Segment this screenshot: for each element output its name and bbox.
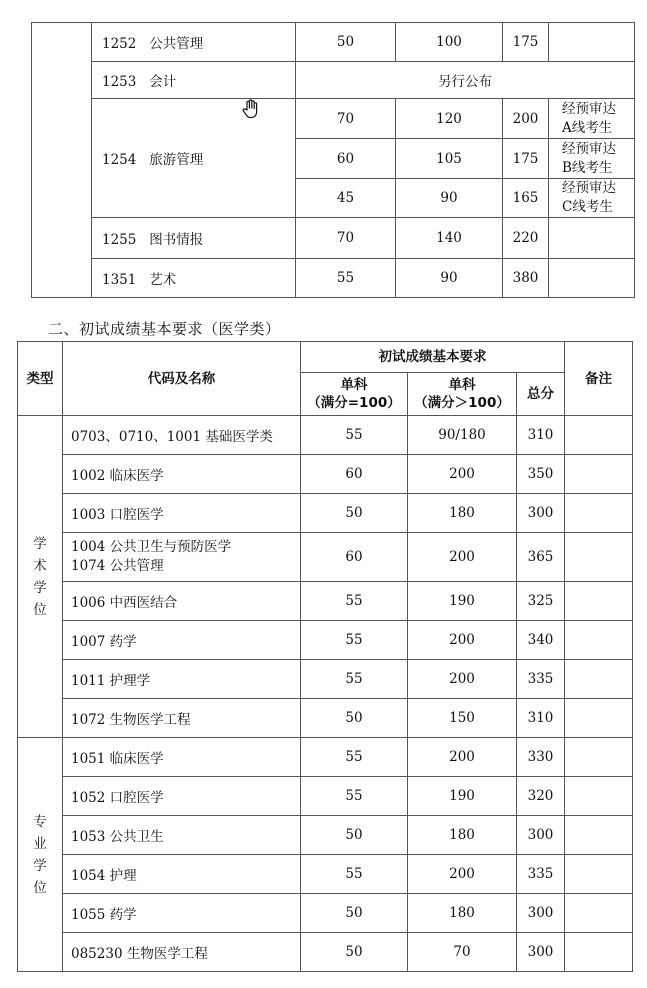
single-gt100-cell: 140 — [396, 218, 503, 259]
single100-cell: 50 — [301, 933, 408, 972]
single100-cell: 50 — [301, 699, 408, 738]
total-cell: 165 — [503, 179, 549, 218]
single-gt100-cell: 120 — [396, 99, 503, 139]
program-code: 1252 — [102, 36, 137, 52]
program-cell: 1006 中西医结合 — [63, 582, 301, 621]
header-row — [18, 342, 633, 373]
single100-cell: 55 — [301, 660, 408, 699]
single100-cell: 55 — [301, 416, 408, 455]
note-cell — [565, 455, 633, 494]
single-gt100-cell: 200 — [408, 855, 517, 894]
program-name: 会计 — [149, 74, 177, 90]
total-cell: 320 — [517, 777, 565, 816]
single-gt100-cell: 70 — [408, 933, 517, 972]
header-code-name: 代码及名称 — [63, 342, 301, 416]
total-cell: 300 — [517, 494, 565, 533]
single-gt100-cell: 90/180 — [408, 416, 517, 455]
table-row — [18, 621, 633, 660]
program-name: 艺术 — [149, 272, 177, 288]
note-cell — [549, 139, 635, 179]
total-cell: 365 — [517, 533, 565, 582]
program-cell: 0703、0710、1001 基础医学类 — [63, 416, 301, 455]
note-cell — [549, 179, 635, 218]
note-line: 经预审达 — [562, 100, 616, 117]
single100-cell: 60 — [301, 533, 408, 582]
header-line: 单科 — [448, 377, 476, 393]
total-cell: 340 — [517, 621, 565, 660]
header-requirements: 初试成绩基本要求 — [301, 342, 565, 373]
total-cell: 220 — [503, 218, 549, 259]
table-row — [32, 99, 635, 139]
total-cell: 300 — [517, 933, 565, 972]
hand-pointer-icon — [240, 98, 262, 120]
medical-score-table — [17, 341, 633, 972]
type-cell-professional — [18, 738, 63, 972]
program-cell — [92, 218, 296, 259]
single100-cell: 55 — [301, 582, 408, 621]
note-cell — [565, 777, 633, 816]
single-gt100-cell: 200 — [408, 738, 517, 777]
single-gt100-cell: 190 — [408, 777, 517, 816]
type-char: 学 — [33, 857, 47, 874]
table-row — [18, 582, 633, 621]
program-cell — [92, 62, 296, 99]
table-row — [32, 218, 635, 259]
table-row — [32, 259, 635, 298]
note-cell — [549, 23, 635, 62]
type-char: 业 — [33, 835, 47, 852]
note-cell — [565, 660, 633, 699]
single-gt100-cell: 90 — [396, 179, 503, 218]
type-char: 术 — [33, 557, 47, 574]
single100-cell: 50 — [301, 494, 408, 533]
single100-cell: 55 — [296, 259, 396, 298]
note-cell — [565, 582, 633, 621]
header-type: 类型 — [18, 342, 63, 416]
total-cell: 335 — [517, 855, 565, 894]
type-char: 专 — [33, 813, 47, 830]
section-title: 二、初试成绩基本要求（医学类） — [48, 320, 281, 338]
total-cell: 300 — [517, 816, 565, 855]
note-cell — [549, 218, 635, 259]
type-char: 学 — [33, 535, 47, 552]
single-gt100-cell: 180 — [408, 494, 517, 533]
single-gt100-cell: 200 — [408, 533, 517, 582]
single100-cell: 60 — [301, 455, 408, 494]
total-cell: 200 — [503, 99, 549, 139]
single100-cell: 60 — [296, 139, 396, 179]
total-cell: 310 — [517, 699, 565, 738]
program-cell: 085230 生物医学工程 — [63, 933, 301, 972]
single100-cell: 55 — [301, 621, 408, 660]
program-cell — [92, 259, 296, 298]
single100-cell: 70 — [296, 99, 396, 139]
single-gt100-cell: 90 — [396, 259, 503, 298]
table-row — [18, 416, 633, 455]
header-note: 备注 — [565, 342, 633, 416]
program-cell: 1007 药学 — [63, 621, 301, 660]
program-cell: 1051 临床医学 — [63, 738, 301, 777]
program-code: 1253 — [102, 74, 137, 90]
table-row — [18, 777, 633, 816]
single-gt100-cell: 200 — [408, 660, 517, 699]
program-cell: 1072 生物医学工程 — [63, 699, 301, 738]
program-name: 1074 公共管理 — [71, 558, 164, 574]
note-cell — [565, 855, 633, 894]
total-cell: 300 — [517, 894, 565, 933]
single100-cell: 55 — [301, 738, 408, 777]
single100-cell: 50 — [296, 23, 396, 62]
total-cell: 175 — [503, 23, 549, 62]
note-cell — [565, 416, 633, 455]
note-line: 经预审达 — [562, 180, 616, 196]
note-cell — [565, 699, 633, 738]
single100-cell: 70 — [296, 218, 396, 259]
program-code: 1255 — [102, 232, 137, 248]
program-cell: 1011 护理学 — [63, 660, 301, 699]
table-row — [32, 23, 635, 62]
header-line: 单科 — [340, 377, 368, 393]
table-row — [18, 738, 633, 777]
total-cell: 350 — [517, 455, 565, 494]
table-row — [18, 494, 633, 533]
header-line: （满分=100） — [307, 395, 401, 411]
program-cell: 1052 口腔医学 — [63, 777, 301, 816]
table-row — [18, 660, 633, 699]
total-cell: 325 — [517, 582, 565, 621]
single-gt100-cell: 100 — [396, 23, 503, 62]
total-cell: 330 — [517, 738, 565, 777]
program-code: 1254 — [102, 152, 137, 168]
type-cell-empty — [32, 23, 92, 298]
single100-cell: 55 — [301, 777, 408, 816]
note-cell — [565, 933, 633, 972]
table-row — [18, 455, 633, 494]
table-row — [18, 894, 633, 933]
program-name: 图书情报 — [149, 232, 204, 248]
total-cell: 310 — [517, 416, 565, 455]
single100-cell: 50 — [301, 816, 408, 855]
note-cell — [549, 259, 635, 298]
header-total: 总分 — [517, 373, 565, 416]
program-cell — [92, 23, 296, 62]
table-row — [18, 533, 633, 582]
total-cell: 380 — [503, 259, 549, 298]
single-gt100-cell: 200 — [408, 455, 517, 494]
header-single-gt100 — [408, 373, 517, 416]
program-cell — [92, 99, 296, 218]
single-gt100-cell: 190 — [408, 582, 517, 621]
total-cell: 175 — [503, 139, 549, 179]
program-cell: 1055 药学 — [63, 894, 301, 933]
program-name: 公共管理 — [149, 36, 204, 52]
single-gt100-cell: 105 — [396, 139, 503, 179]
single100-cell: 50 — [301, 894, 408, 933]
table-row — [18, 816, 633, 855]
note-cell — [565, 738, 633, 777]
type-char: 位 — [33, 879, 47, 896]
program-code: 1351 — [102, 272, 137, 288]
note-line: 经预审达 — [562, 140, 616, 157]
single-gt100-cell: 150 — [408, 699, 517, 738]
management-score-table — [31, 22, 635, 298]
note-cell — [565, 894, 633, 933]
note-cell — [565, 533, 633, 582]
type-char: 位 — [33, 601, 47, 618]
program-cell: 1053 公共卫生 — [63, 816, 301, 855]
table-row — [18, 699, 633, 738]
program-name: 1004 公共卫生与预防医学 — [71, 539, 232, 555]
table-row — [18, 855, 633, 894]
merged-announcement-cell: 另行公布 — [296, 62, 635, 99]
note-cell — [565, 816, 633, 855]
note-cell — [565, 621, 633, 660]
note-cell — [549, 99, 635, 139]
note-line: A线考生 — [562, 119, 613, 136]
single100-cell: 45 — [296, 179, 396, 218]
program-cell: 1003 口腔医学 — [63, 494, 301, 533]
note-cell — [565, 494, 633, 533]
program-cell — [63, 533, 301, 582]
single100-cell: 55 — [301, 855, 408, 894]
single-gt100-cell: 200 — [408, 621, 517, 660]
note-line: C线考生 — [562, 199, 613, 215]
single-gt100-cell: 180 — [408, 816, 517, 855]
type-cell-academic — [18, 416, 63, 738]
single-gt100-cell: 180 — [408, 894, 517, 933]
table-row — [32, 62, 635, 99]
program-cell: 1054 护理 — [63, 855, 301, 894]
program-name: 旅游管理 — [149, 152, 204, 168]
total-cell: 335 — [517, 660, 565, 699]
header-single100 — [301, 373, 408, 416]
type-char: 学 — [33, 579, 47, 596]
table-row — [18, 933, 633, 972]
note-line: B线考生 — [562, 159, 613, 176]
header-line: （满分＞100） — [414, 395, 510, 411]
program-cell: 1002 临床医学 — [63, 455, 301, 494]
